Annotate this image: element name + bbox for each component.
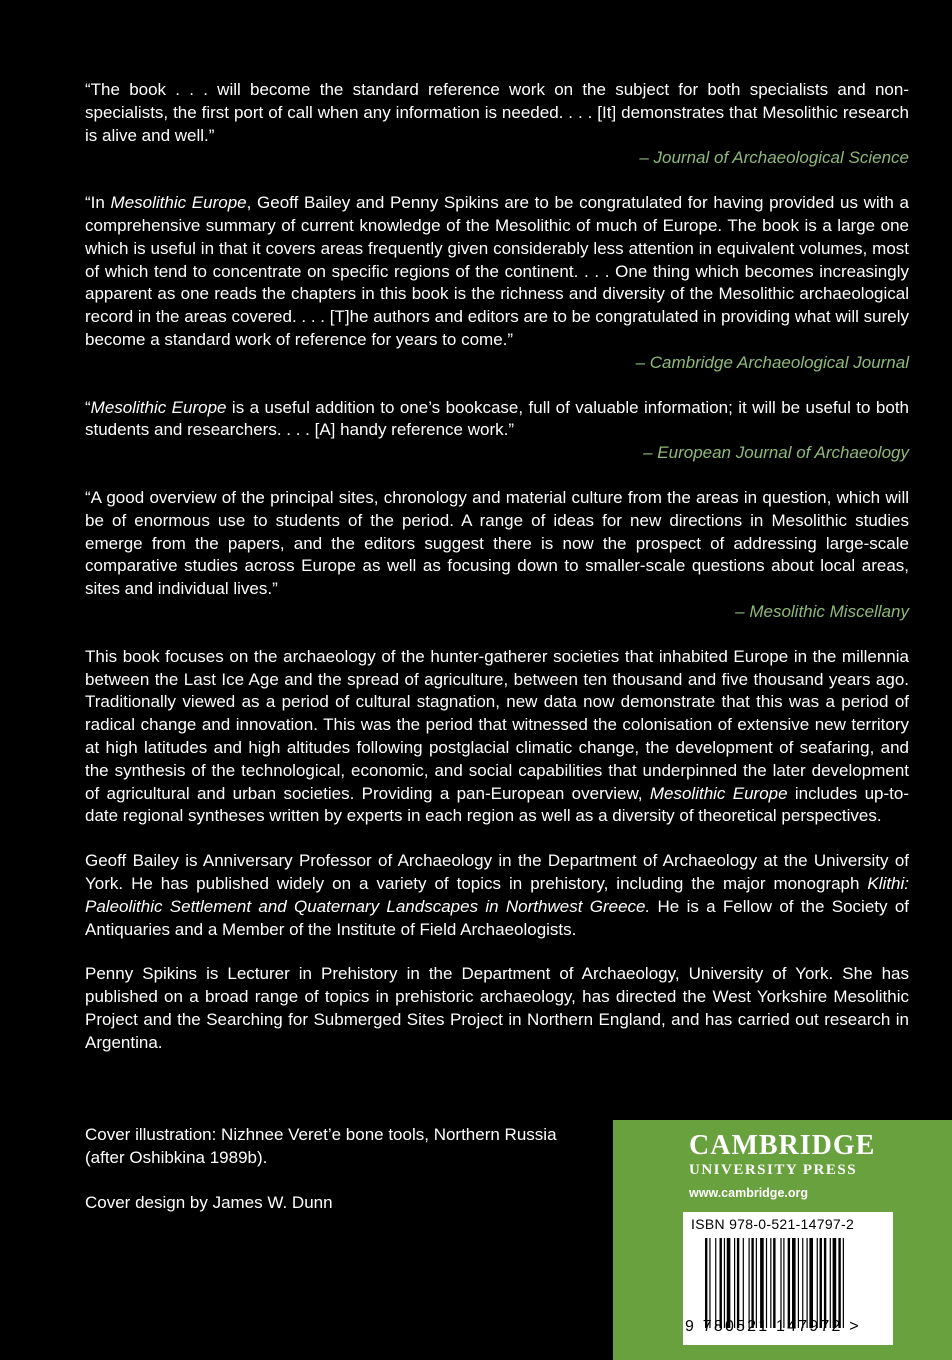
cover-design-credit: Cover design by James W. Dunn — [85, 1192, 333, 1212]
barcode-bar — [817, 1238, 818, 1328]
review-quote: “A good overview of the principal sites, chronology and material culture from the areas in question, which will be of enormous use to students of the period. A range of ideas for new directions in Mesolithic studies emerge from the papers, and the editors suggest there is now the prospect of addressing large-scale comparative studies across Europe as well as focusing down to smaller-scale questions about local areas, sites and individual lives.” — [85, 487, 909, 599]
barcode-bar — [780, 1238, 781, 1328]
barcode-bar — [751, 1238, 753, 1328]
author-bio-spikins: Penny Spikins is Lecturer in Prehistory in the Department of Archaeology, University of York. She has published on a broad range of topics in prehistoric archaeology, has directed the West Yorkshire Mesolithic Project and the Searching for Submerged Sites Project in Northern England, and has carried out research in Argentina. — [85, 964, 909, 1052]
barcode-bar — [807, 1238, 808, 1328]
review-4 — [85, 487, 909, 624]
barcode-bar — [709, 1238, 710, 1328]
barcode-bar — [734, 1238, 735, 1328]
publisher-name: CAMBRIDGE — [689, 1130, 876, 1161]
barcode-bar — [792, 1238, 796, 1328]
publisher-press: UNIVERSITY PRESS — [689, 1162, 858, 1178]
review-source: – Journal of Archaeological Science — [639, 148, 909, 168]
barcode-bar — [833, 1238, 837, 1328]
barcode-bar — [727, 1238, 731, 1328]
barcode-icon — [705, 1238, 885, 1328]
barcode-bar — [760, 1238, 764, 1328]
barcode-bar — [743, 1238, 744, 1328]
barcode-bar — [783, 1238, 784, 1328]
barcode-bar — [720, 1238, 722, 1328]
barcode-bar — [820, 1238, 822, 1328]
publisher-url[interactable]: www.cambridge.org — [689, 1186, 809, 1200]
barcode-bar — [838, 1238, 840, 1328]
barcode-box — [683, 1212, 893, 1345]
back-cover-text — [85, 79, 909, 1076]
isbn-label: ISBN 978-0-521-14797-2 — [691, 1216, 855, 1232]
review-source: – Cambridge Archaeological Journal — [635, 352, 909, 372]
review-2 — [85, 192, 909, 374]
barcode-bar — [843, 1238, 844, 1328]
barcode-bar — [798, 1238, 799, 1328]
barcode-bar — [809, 1238, 813, 1328]
publisher-panel — [613, 1120, 952, 1360]
barcode-bar — [773, 1238, 775, 1328]
review-quote: “In Mesolithic Europe, Geoff Bailey and Penny Spikins are to be congratulated for having provided us with a comprehensive summary of current knowledge of the Mesolithic of much of Europe. The book is a large one which is useful in that it covers areas frequently given considerably less attention in equivalent volumes, most of which tend to concentrate on specific regions of the continent. . . . One thing which becomes increasingly apparent as one reads the chapters in this book is the richness and diversity of the Mesolithic archaeological record in the areas covered. . . . [T]he authors and editors are to be congratulated in providing what will surely become a standard work of reference for years to come.” — [85, 193, 910, 349]
review-1 — [85, 79, 909, 170]
barcode-bar — [770, 1238, 771, 1328]
review-source: – European Journal of Archaeology — [643, 443, 909, 463]
barcode-bar — [824, 1238, 826, 1328]
cover-illustration-credit: Cover illustration: Nizhnee Veret’e bone tools, Northern Russia (after Oshibkina 1989b). — [85, 1125, 557, 1167]
review-3 — [85, 397, 909, 465]
review-source: – Mesolithic Miscellany — [735, 601, 909, 621]
review-quote: “The book . . . will become the standard reference work on the subject for both specialists and non-specialists, the first port of call when any information is needed. . . . [It] demonstrates that Mesolithic research is alive and well.” — [85, 80, 909, 145]
barcode-bar — [749, 1238, 750, 1328]
barcode-bar — [766, 1238, 767, 1328]
barcode-bar — [788, 1238, 790, 1328]
cover-credits — [85, 1124, 595, 1236]
barcode-bar — [802, 1238, 803, 1328]
barcode-bar — [830, 1238, 831, 1328]
barcode-digits: 9 780521 147972 > — [685, 1318, 861, 1335]
barcode-bar — [756, 1238, 757, 1328]
barcode-bar — [737, 1238, 739, 1328]
review-quote: “Mesolithic Europe is a useful addition to one’s bookcase, full of valuable information; it will be useful to both students and researchers. . . . [A] handy reference work.” — [85, 397, 909, 440]
barcode-bar — [705, 1238, 707, 1328]
book-description: This book focuses on the archaeology of the hunter-gatherer societies that inhabited Europe in the millennia between the Last Ice Age and the spread of agriculture, between ten thousand and five thousand years ago. Traditionally viewed as a period of cultural stagnation, new data now demonstrate that this was a period of radical change and innovation. This was the period that witnessed the colonisation of extensive new territory at high latitudes and high altitudes following postglacial climatic change, the development of seafaring, and the synthesis of the technological, economic, and social capabilities that underpinned the later development of agricultural and urban societies. Providing a pan-European overview, Mesolithic Europe includes up-to-date regional syntheses written by experts in each region as well as a diversity of theoretical perspectives. — [85, 646, 909, 826]
barcode-bar — [715, 1238, 716, 1328]
author-bio-bailey: Geoff Bailey is Anniversary Professor of Archaeology in the Department of Archaeology at the University of York. He has published widely on a variety of topics in prehistory, including the major monograph Klithi: Paleolithic Settlement and Quaternary Landscapes in Northwest Greece. He is a Fellow of the Society of Antiquaries and a Member of the Institute of Field Archaeologists. — [85, 851, 909, 939]
barcode-bar — [724, 1238, 725, 1328]
